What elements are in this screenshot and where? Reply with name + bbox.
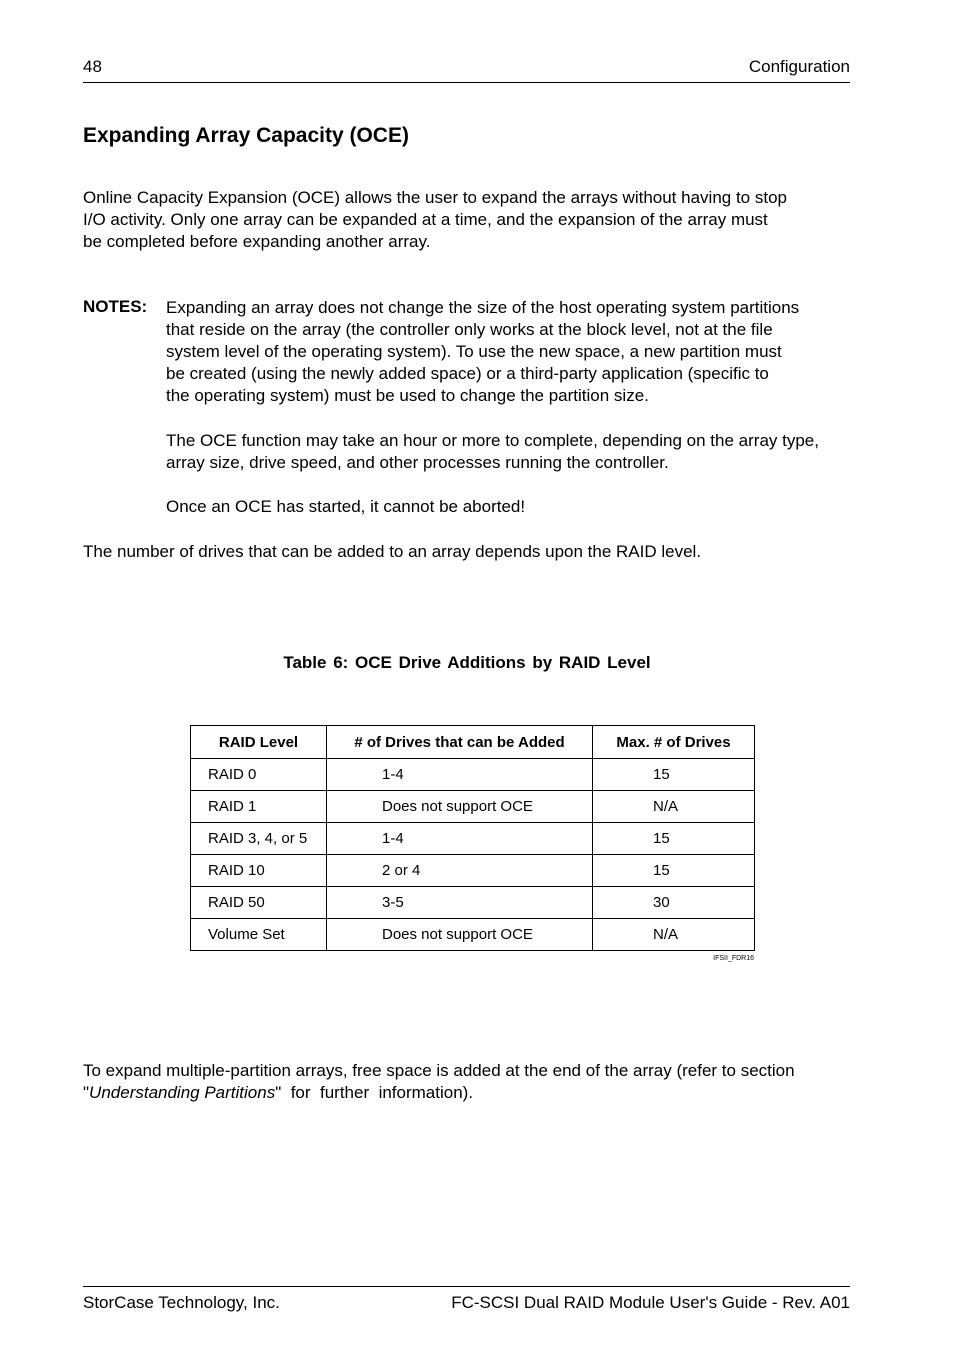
note-2-line-2: array size, drive speed, and other processes running the controller. — [166, 453, 669, 472]
quote-open: " — [83, 1083, 90, 1102]
cell-drives-added: Does not support OCE — [327, 919, 593, 951]
note-1-line-2: that reside on the array (the controller only works at the block level, not at the file — [166, 320, 773, 339]
closing-line-2-rest: " for further information). — [275, 1083, 474, 1102]
footer-rule — [83, 1286, 850, 1287]
oce-drive-additions-table — [190, 725, 755, 951]
table-header-row — [191, 726, 755, 759]
column-header-drives-added: # of Drives that can be Added — [327, 726, 593, 759]
closing-paragraph — [83, 1060, 850, 1104]
note-1-line-1: Expanding an array does not change the size of the host operating system partitions — [166, 298, 800, 317]
cell-max-drives: 15 — [593, 823, 755, 855]
header-rule — [83, 82, 850, 83]
cell-raid-level: RAID 0 — [191, 759, 327, 791]
note-1 — [166, 297, 850, 407]
note-1-line-3: system level of the operating system). To use the new space, a new partition must — [166, 342, 782, 361]
table-row — [191, 791, 755, 823]
cell-raid-level: RAID 3, 4, or 5 — [191, 823, 327, 855]
cell-max-drives: N/A — [593, 791, 755, 823]
table-row — [191, 919, 755, 951]
cell-max-drives: 15 — [593, 759, 755, 791]
footer-document-title: FC-SCSI Dual RAID Module User's Guide - Rev. A01 — [451, 1293, 850, 1312]
cell-raid-level: RAID 1 — [191, 791, 327, 823]
header-section-title: Configuration — [748, 57, 850, 76]
cell-max-drives: 15 — [593, 855, 755, 887]
note-3: Once an OCE has started, it cannot be aborted! — [166, 497, 526, 516]
note-2-line-1: The OCE function may take an hour or more to complete, depending on the array type, — [166, 431, 819, 450]
intro-paragraph — [83, 187, 850, 253]
note-2 — [166, 430, 850, 474]
table-caption: Table 6: OCE Drive Additions by RAID Level — [283, 653, 651, 672]
table-row — [191, 887, 755, 919]
closing-line-1: To expand multiple-partition arrays, free space is added at the end of the array (refer to section — [83, 1061, 795, 1080]
figure-id: IFSII_FDR16 — [713, 955, 754, 962]
intro-line-2: I/O activity. Only one array can be expanded at a time, and the expansion of the array must — [83, 210, 768, 229]
notes-label: NOTES: — [83, 297, 148, 316]
intro-line-3: be completed before expanding another array. — [83, 232, 431, 251]
cell-drives-added: Does not support OCE — [327, 791, 593, 823]
note-1-line-4: be created (using the newly added space) or a third-party application (specific to — [166, 364, 769, 383]
column-header-max-drives: Max. # of Drives — [593, 726, 755, 759]
page-number: 48 — [83, 57, 102, 76]
table-row — [191, 855, 755, 887]
cell-drives-added: 2 or 4 — [327, 855, 593, 887]
cell-max-drives: N/A — [593, 919, 755, 951]
table-row — [191, 759, 755, 791]
cell-raid-level: RAID 10 — [191, 855, 327, 887]
cell-drives-added: 1-4 — [327, 823, 593, 855]
intro-line-1: Online Capacity Expansion (OCE) allows the user to expand the arrays without having to stop — [83, 188, 787, 207]
page-title: Expanding Array Capacity (OCE) — [83, 124, 409, 147]
section-reference: Understanding Partitions — [89, 1083, 276, 1102]
cell-drives-added: 1-4 — [327, 759, 593, 791]
cell-max-drives: 30 — [593, 887, 755, 919]
note-1-line-5: the operating system) must be used to change the partition size. — [166, 386, 649, 405]
cell-raid-level: Volume Set — [191, 919, 327, 951]
cell-drives-added: 3-5 — [327, 887, 593, 919]
footer-company: StorCase Technology, Inc. — [83, 1293, 280, 1312]
column-header-raid-level: RAID Level — [191, 726, 327, 759]
drives-intro-paragraph: The number of drives that can be added to an array depends upon the RAID level. — [83, 542, 702, 561]
closing-line-2 — [83, 1082, 850, 1104]
table-row — [191, 823, 755, 855]
cell-raid-level: RAID 50 — [191, 887, 327, 919]
